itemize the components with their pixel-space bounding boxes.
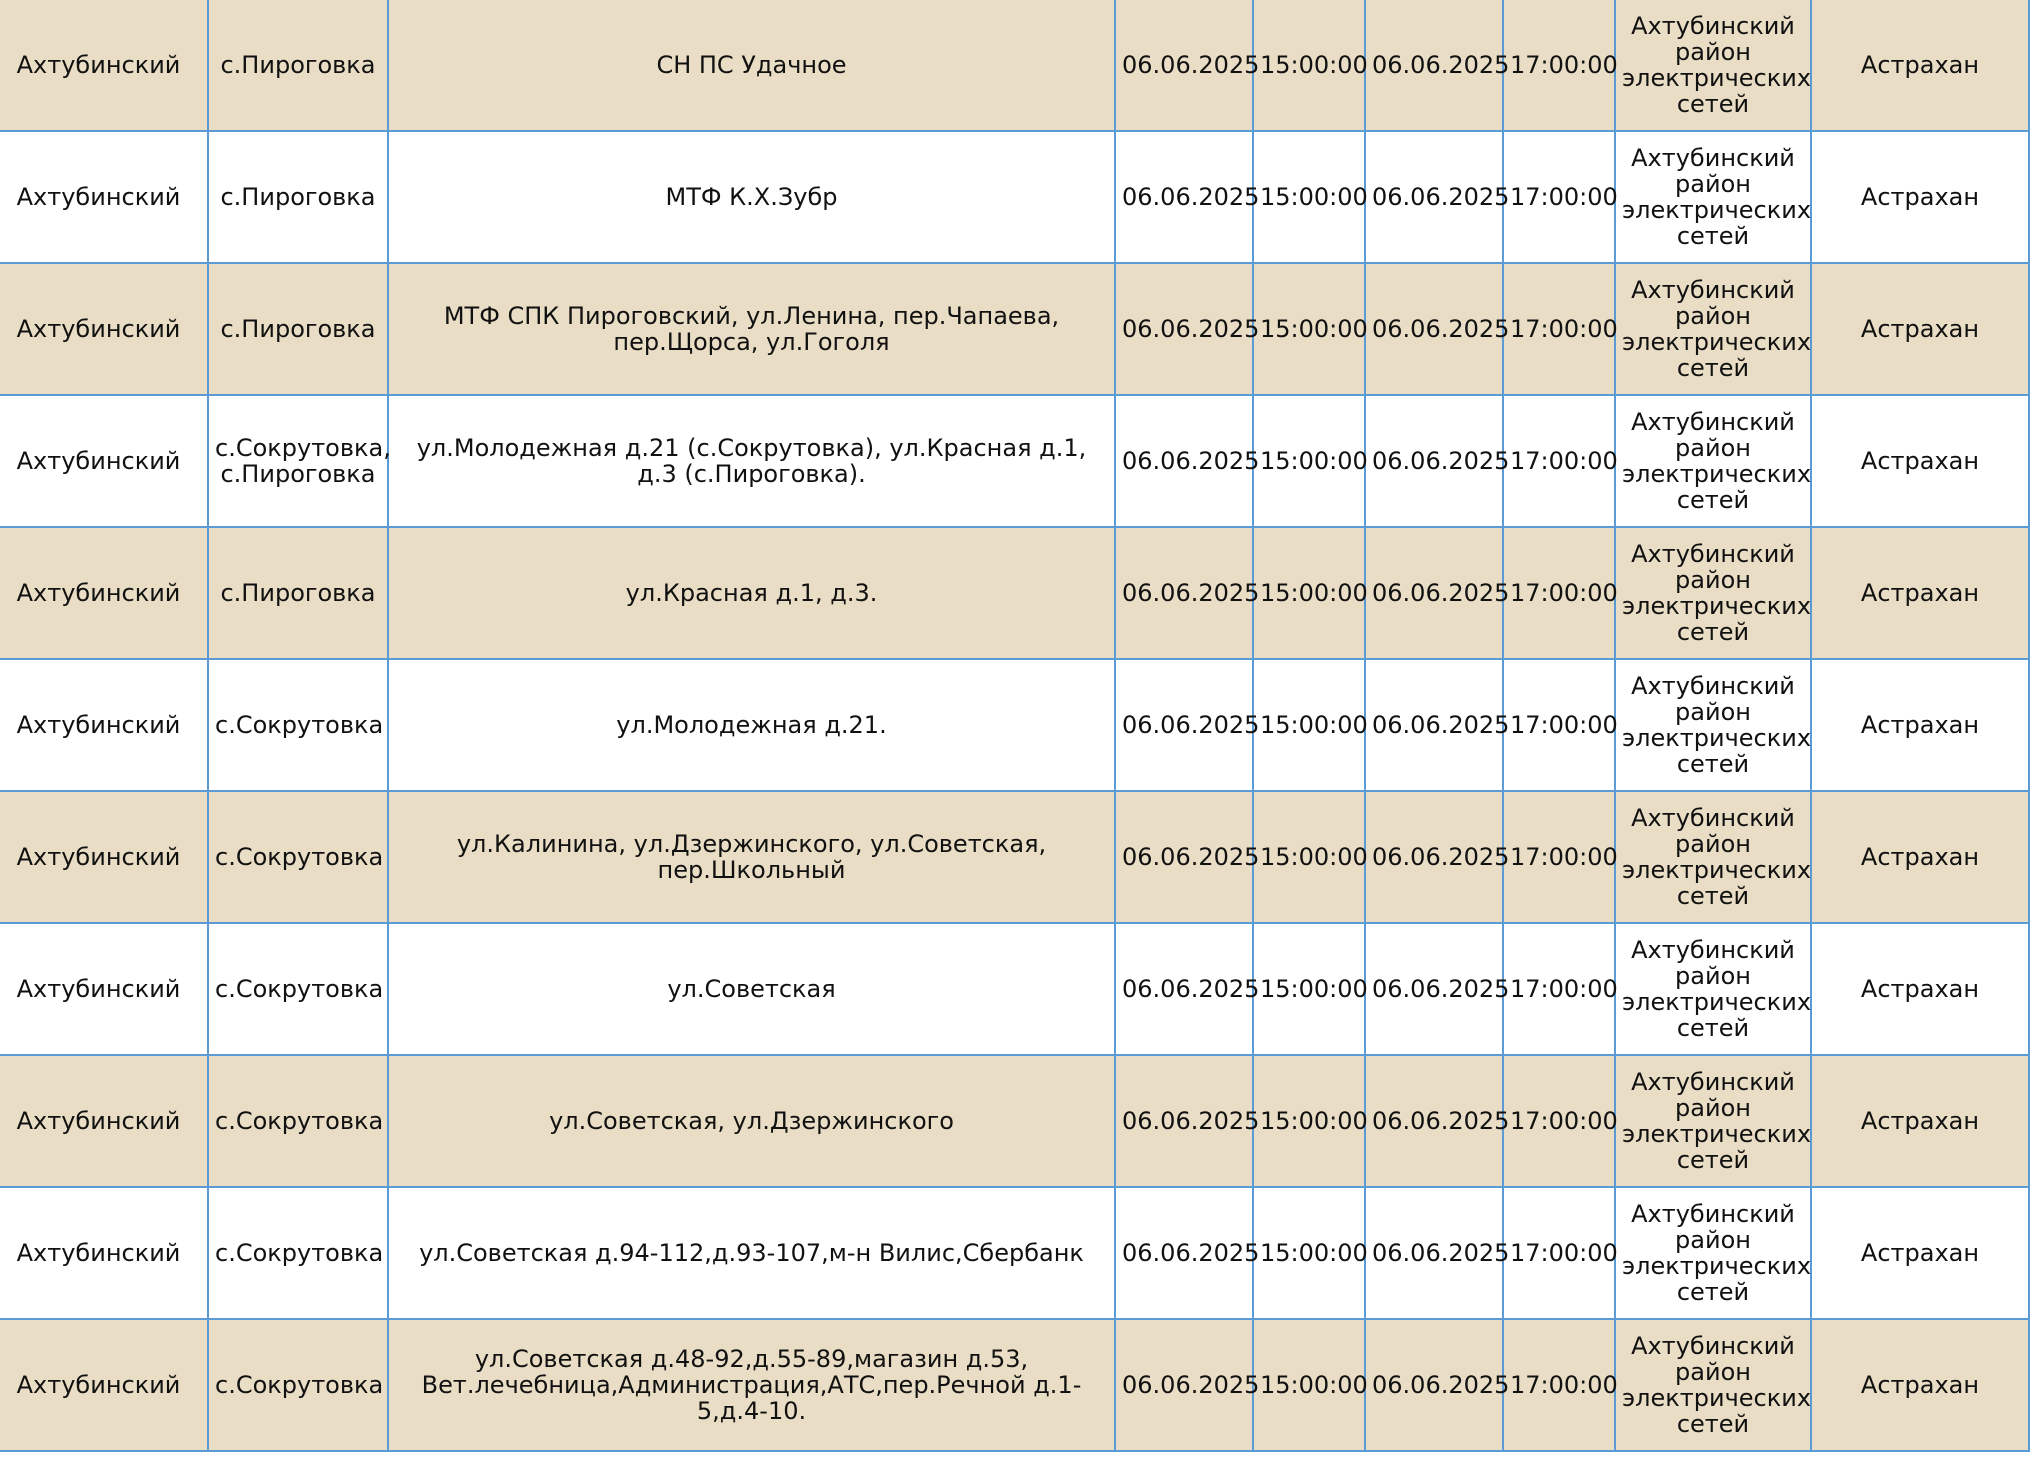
branch-cell: Ахтубинский район электрических сетей: [1615, 395, 1811, 527]
start-time-cell: 15:00:00: [1253, 263, 1365, 395]
organization-cell: Астрахан: [1811, 1187, 2029, 1319]
address-cell: ул.Красная д.1, д.3.: [388, 527, 1115, 659]
locality-cell: с.Пироговка: [208, 263, 388, 395]
start-time-cell: 15:00:00: [1253, 791, 1365, 923]
end-date-cell: 06.06.2025: [1365, 1319, 1503, 1451]
end-date-cell: 06.06.2025: [1365, 791, 1503, 923]
table-row: [0, 659, 2029, 791]
organization-cell: Астрахан: [1811, 1319, 2029, 1451]
end-date-cell: 06.06.2025: [1365, 263, 1503, 395]
end-date-cell: 06.06.2025: [1365, 395, 1503, 527]
organization-cell: Астрахан: [1811, 791, 2029, 923]
table-row: [0, 923, 2029, 1055]
address-cell: СН ПС Удачное: [388, 0, 1115, 131]
end-time-cell: 17:00:00: [1503, 0, 1615, 131]
end-time-cell: 17:00:00: [1503, 1055, 1615, 1187]
address-cell: МТФ К.Х.Зубр: [388, 131, 1115, 263]
district-cell: Ахтубинский: [0, 1055, 208, 1187]
start-date-cell: 06.06.2025: [1115, 527, 1253, 659]
branch-cell: Ахтубинский район электрических сетей: [1615, 659, 1811, 791]
locality-cell: с.Сокрутовка: [208, 659, 388, 791]
start-time-cell: 15:00:00: [1253, 1319, 1365, 1451]
end-date-cell: 06.06.2025: [1365, 0, 1503, 131]
end-date-cell: 06.06.2025: [1365, 1055, 1503, 1187]
district-cell: Ахтубинский: [0, 263, 208, 395]
table-row: [0, 395, 2029, 527]
end-time-cell: 17:00:00: [1503, 527, 1615, 659]
end-time-cell: 17:00:00: [1503, 923, 1615, 1055]
district-cell: Ахтубинский: [0, 659, 208, 791]
end-date-cell: 06.06.2025: [1365, 131, 1503, 263]
organization-cell: Астрахан: [1811, 263, 2029, 395]
start-time-cell: 15:00:00: [1253, 527, 1365, 659]
start-time-cell: 15:00:00: [1253, 1187, 1365, 1319]
branch-cell: Ахтубинский район электрических сетей: [1615, 1187, 1811, 1319]
start-date-cell: 06.06.2025: [1115, 659, 1253, 791]
start-date-cell: 06.06.2025: [1115, 1187, 1253, 1319]
end-date-cell: 06.06.2025: [1365, 1187, 1503, 1319]
branch-cell: Ахтубинский район электрических сетей: [1615, 1055, 1811, 1187]
table-row: [0, 791, 2029, 923]
address-cell: ул.Советская, ул.Дзержинского: [388, 1055, 1115, 1187]
district-cell: Ахтубинский: [0, 395, 208, 527]
end-date-cell: 06.06.2025: [1365, 923, 1503, 1055]
locality-cell: с.Пироговка: [208, 131, 388, 263]
table-row: [0, 1319, 2029, 1451]
branch-cell: Ахтубинский район электрических сетей: [1615, 131, 1811, 263]
address-cell: ул.Калинина, ул.Дзержинского, ул.Советская, пер.Школьный: [388, 791, 1115, 923]
table-row: [0, 263, 2029, 395]
start-date-cell: 06.06.2025: [1115, 131, 1253, 263]
organization-cell: Астрахан: [1811, 395, 2029, 527]
start-date-cell: 06.06.2025: [1115, 0, 1253, 131]
address-cell: ул.Советская д.94-112,д.93-107,м-н Вилис,Сбербанк: [388, 1187, 1115, 1319]
district-cell: Ахтубинский: [0, 0, 208, 131]
address-cell: МТФ СПК Пироговский, ул.Ленина, пер.Чапаева, пер.Щорса, ул.Гоголя: [388, 263, 1115, 395]
address-cell: ул.Молодежная д.21.: [388, 659, 1115, 791]
locality-cell: с.Сокрутовка, с.Пироговка: [208, 395, 388, 527]
start-date-cell: 06.06.2025: [1115, 1319, 1253, 1451]
locality-cell: с.Сокрутовка: [208, 1055, 388, 1187]
end-time-cell: 17:00:00: [1503, 131, 1615, 263]
start-date-cell: 06.06.2025: [1115, 923, 1253, 1055]
table-row: [0, 1055, 2029, 1187]
end-time-cell: 17:00:00: [1503, 1187, 1615, 1319]
branch-cell: Ахтубинский район электрических сетей: [1615, 527, 1811, 659]
district-cell: Ахтубинский: [0, 923, 208, 1055]
district-cell: Ахтубинский: [0, 1319, 208, 1451]
start-time-cell: 15:00:00: [1253, 659, 1365, 791]
branch-cell: Ахтубинский район электрических сетей: [1615, 1319, 1811, 1451]
organization-cell: Астрахан: [1811, 659, 2029, 791]
district-cell: Ахтубинский: [0, 527, 208, 659]
organization-cell: Астрахан: [1811, 527, 2029, 659]
organization-cell: Астрахан: [1811, 0, 2029, 131]
address-cell: ул.Советская д.48-92,д.55-89,магазин д.53, Вет.лечебница,Администрация,АТС,пер.Речной д.1-5,д.4-10.: [388, 1319, 1115, 1451]
end-time-cell: 17:00:00: [1503, 659, 1615, 791]
organization-cell: Астрахан: [1811, 1055, 2029, 1187]
locality-cell: с.Сокрутовка: [208, 923, 388, 1055]
table-row: [0, 131, 2029, 263]
start-time-cell: 15:00:00: [1253, 0, 1365, 131]
end-time-cell: 17:00:00: [1503, 791, 1615, 923]
start-time-cell: 15:00:00: [1253, 131, 1365, 263]
address-cell: ул.Советская: [388, 923, 1115, 1055]
locality-cell: с.Сокрутовка: [208, 1319, 388, 1451]
locality-cell: с.Пироговка: [208, 527, 388, 659]
table-row: [0, 527, 2029, 659]
locality-cell: с.Сокрутовка: [208, 791, 388, 923]
table-row: [0, 1187, 2029, 1319]
start-date-cell: 06.06.2025: [1115, 1055, 1253, 1187]
district-cell: Ахтубинский: [0, 1187, 208, 1319]
end-time-cell: 17:00:00: [1503, 263, 1615, 395]
table-row: [0, 0, 2029, 131]
start-date-cell: 06.06.2025: [1115, 395, 1253, 527]
end-time-cell: 17:00:00: [1503, 395, 1615, 527]
start-date-cell: 06.06.2025: [1115, 791, 1253, 923]
branch-cell: Ахтубинский район электрических сетей: [1615, 0, 1811, 131]
branch-cell: Ахтубинский район электрических сетей: [1615, 923, 1811, 1055]
locality-cell: с.Сокрутовка: [208, 1187, 388, 1319]
branch-cell: Ахтубинский район электрических сетей: [1615, 263, 1811, 395]
organization-cell: Астрахан: [1811, 131, 2029, 263]
locality-cell: с.Пироговка: [208, 0, 388, 131]
end-date-cell: 06.06.2025: [1365, 659, 1503, 791]
end-time-cell: 17:00:00: [1503, 1319, 1615, 1451]
district-cell: Ахтубинский: [0, 131, 208, 263]
start-time-cell: 15:00:00: [1253, 1055, 1365, 1187]
address-cell: ул.Молодежная д.21 (с.Сокрутовка), ул.Красная д.1, д.3 (с.Пироговка).: [388, 395, 1115, 527]
start-date-cell: 06.06.2025: [1115, 263, 1253, 395]
branch-cell: Ахтубинский район электрических сетей: [1615, 791, 1811, 923]
organization-cell: Астрахан: [1811, 923, 2029, 1055]
start-time-cell: 15:00:00: [1253, 923, 1365, 1055]
end-date-cell: 06.06.2025: [1365, 527, 1503, 659]
district-cell: Ахтубинский: [0, 791, 208, 923]
start-time-cell: 15:00:00: [1253, 395, 1365, 527]
